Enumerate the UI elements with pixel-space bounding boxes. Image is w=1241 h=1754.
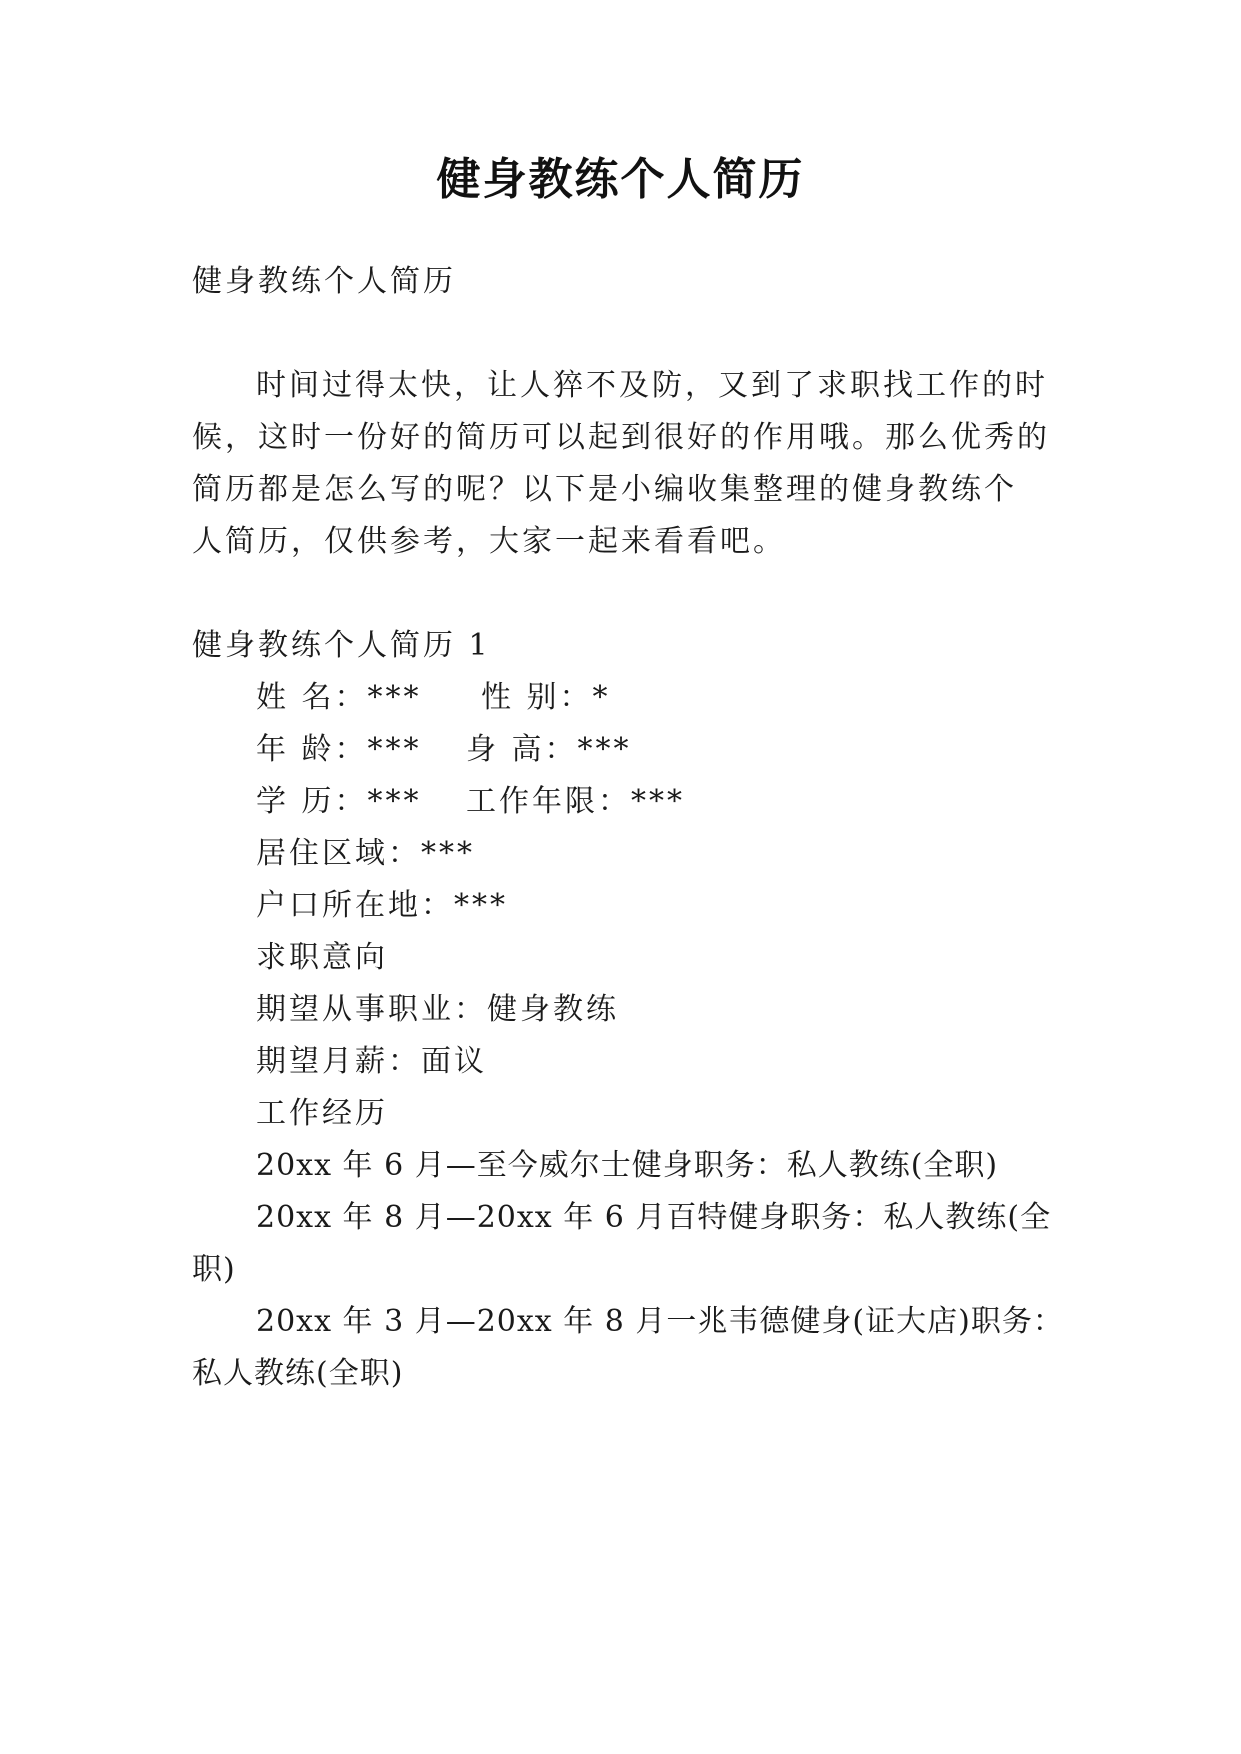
section-subtitle: 健身教练个人简历 <box>192 264 456 299</box>
education-field <box>256 782 466 822</box>
experience-item-3-line-2: 私人教练(全职) <box>192 1356 404 1391</box>
experience-item-3-line-1: 20xx 年 3 月—20xx 年 8 月一兆韦德健身(证大店)职务： <box>256 1304 1064 1339</box>
age-value: *** <box>367 732 422 767</box>
expected-job-row: 期望从事职业：健身教练 <box>256 992 619 1027</box>
education-workyears-row <box>256 782 685 822</box>
height-label: 身 高： <box>466 732 578 767</box>
height-value: *** <box>577 732 632 767</box>
experience-item-2-line-1: 20xx 年 8 月—20xx 年 6 月百特健身职务：私人教练(全 <box>256 1200 1052 1235</box>
intro-line-3: 简历都是怎么写的呢？以下是小编收集整理的健身教练个 <box>192 472 1017 507</box>
intro-line-4: 人简历，仅供参考，大家一起来看看吧。 <box>192 524 786 559</box>
gender-value: * <box>592 680 611 715</box>
education-label: 学 历： <box>256 784 368 819</box>
work-years-label: 工作年限： <box>466 784 631 819</box>
expected-salary-row: 期望月薪：面议 <box>256 1044 487 1079</box>
resume-heading: 健身教练个人简历 1 <box>192 628 491 663</box>
document-title: 健身教练个人简历 <box>436 154 805 205</box>
hukou-row: 户口所在地：*** <box>256 888 508 923</box>
name-value: *** <box>367 680 422 715</box>
name-field <box>256 678 481 718</box>
intro-line-1: 时间过得太快，让人猝不及防，又到了求职找工作的时 <box>256 368 1048 403</box>
work-years-value: *** <box>631 784 685 819</box>
intent-heading: 求职意向 <box>256 940 388 975</box>
work-years-field <box>466 782 685 822</box>
experience-item-1: 20xx 年 6 月—至今威尔士健身职务：私人教练(全职) <box>256 1148 999 1183</box>
gender-label: 性 别： <box>481 680 593 715</box>
age-label: 年 龄： <box>256 732 368 767</box>
residence-row: 居住区域：*** <box>256 836 475 871</box>
education-value: *** <box>367 784 422 819</box>
age-height-row <box>256 730 632 770</box>
name-label: 姓 名： <box>256 680 368 715</box>
height-field <box>466 730 632 770</box>
age-field <box>256 730 466 770</box>
experience-heading: 工作经历 <box>256 1096 388 1131</box>
gender-field <box>481 678 611 718</box>
name-gender-row <box>256 678 611 718</box>
intro-line-2: 候，这时一份好的简历可以起到很好的作用哦。那么优秀的 <box>192 420 1050 455</box>
experience-item-2-line-2: 职) <box>192 1252 236 1287</box>
